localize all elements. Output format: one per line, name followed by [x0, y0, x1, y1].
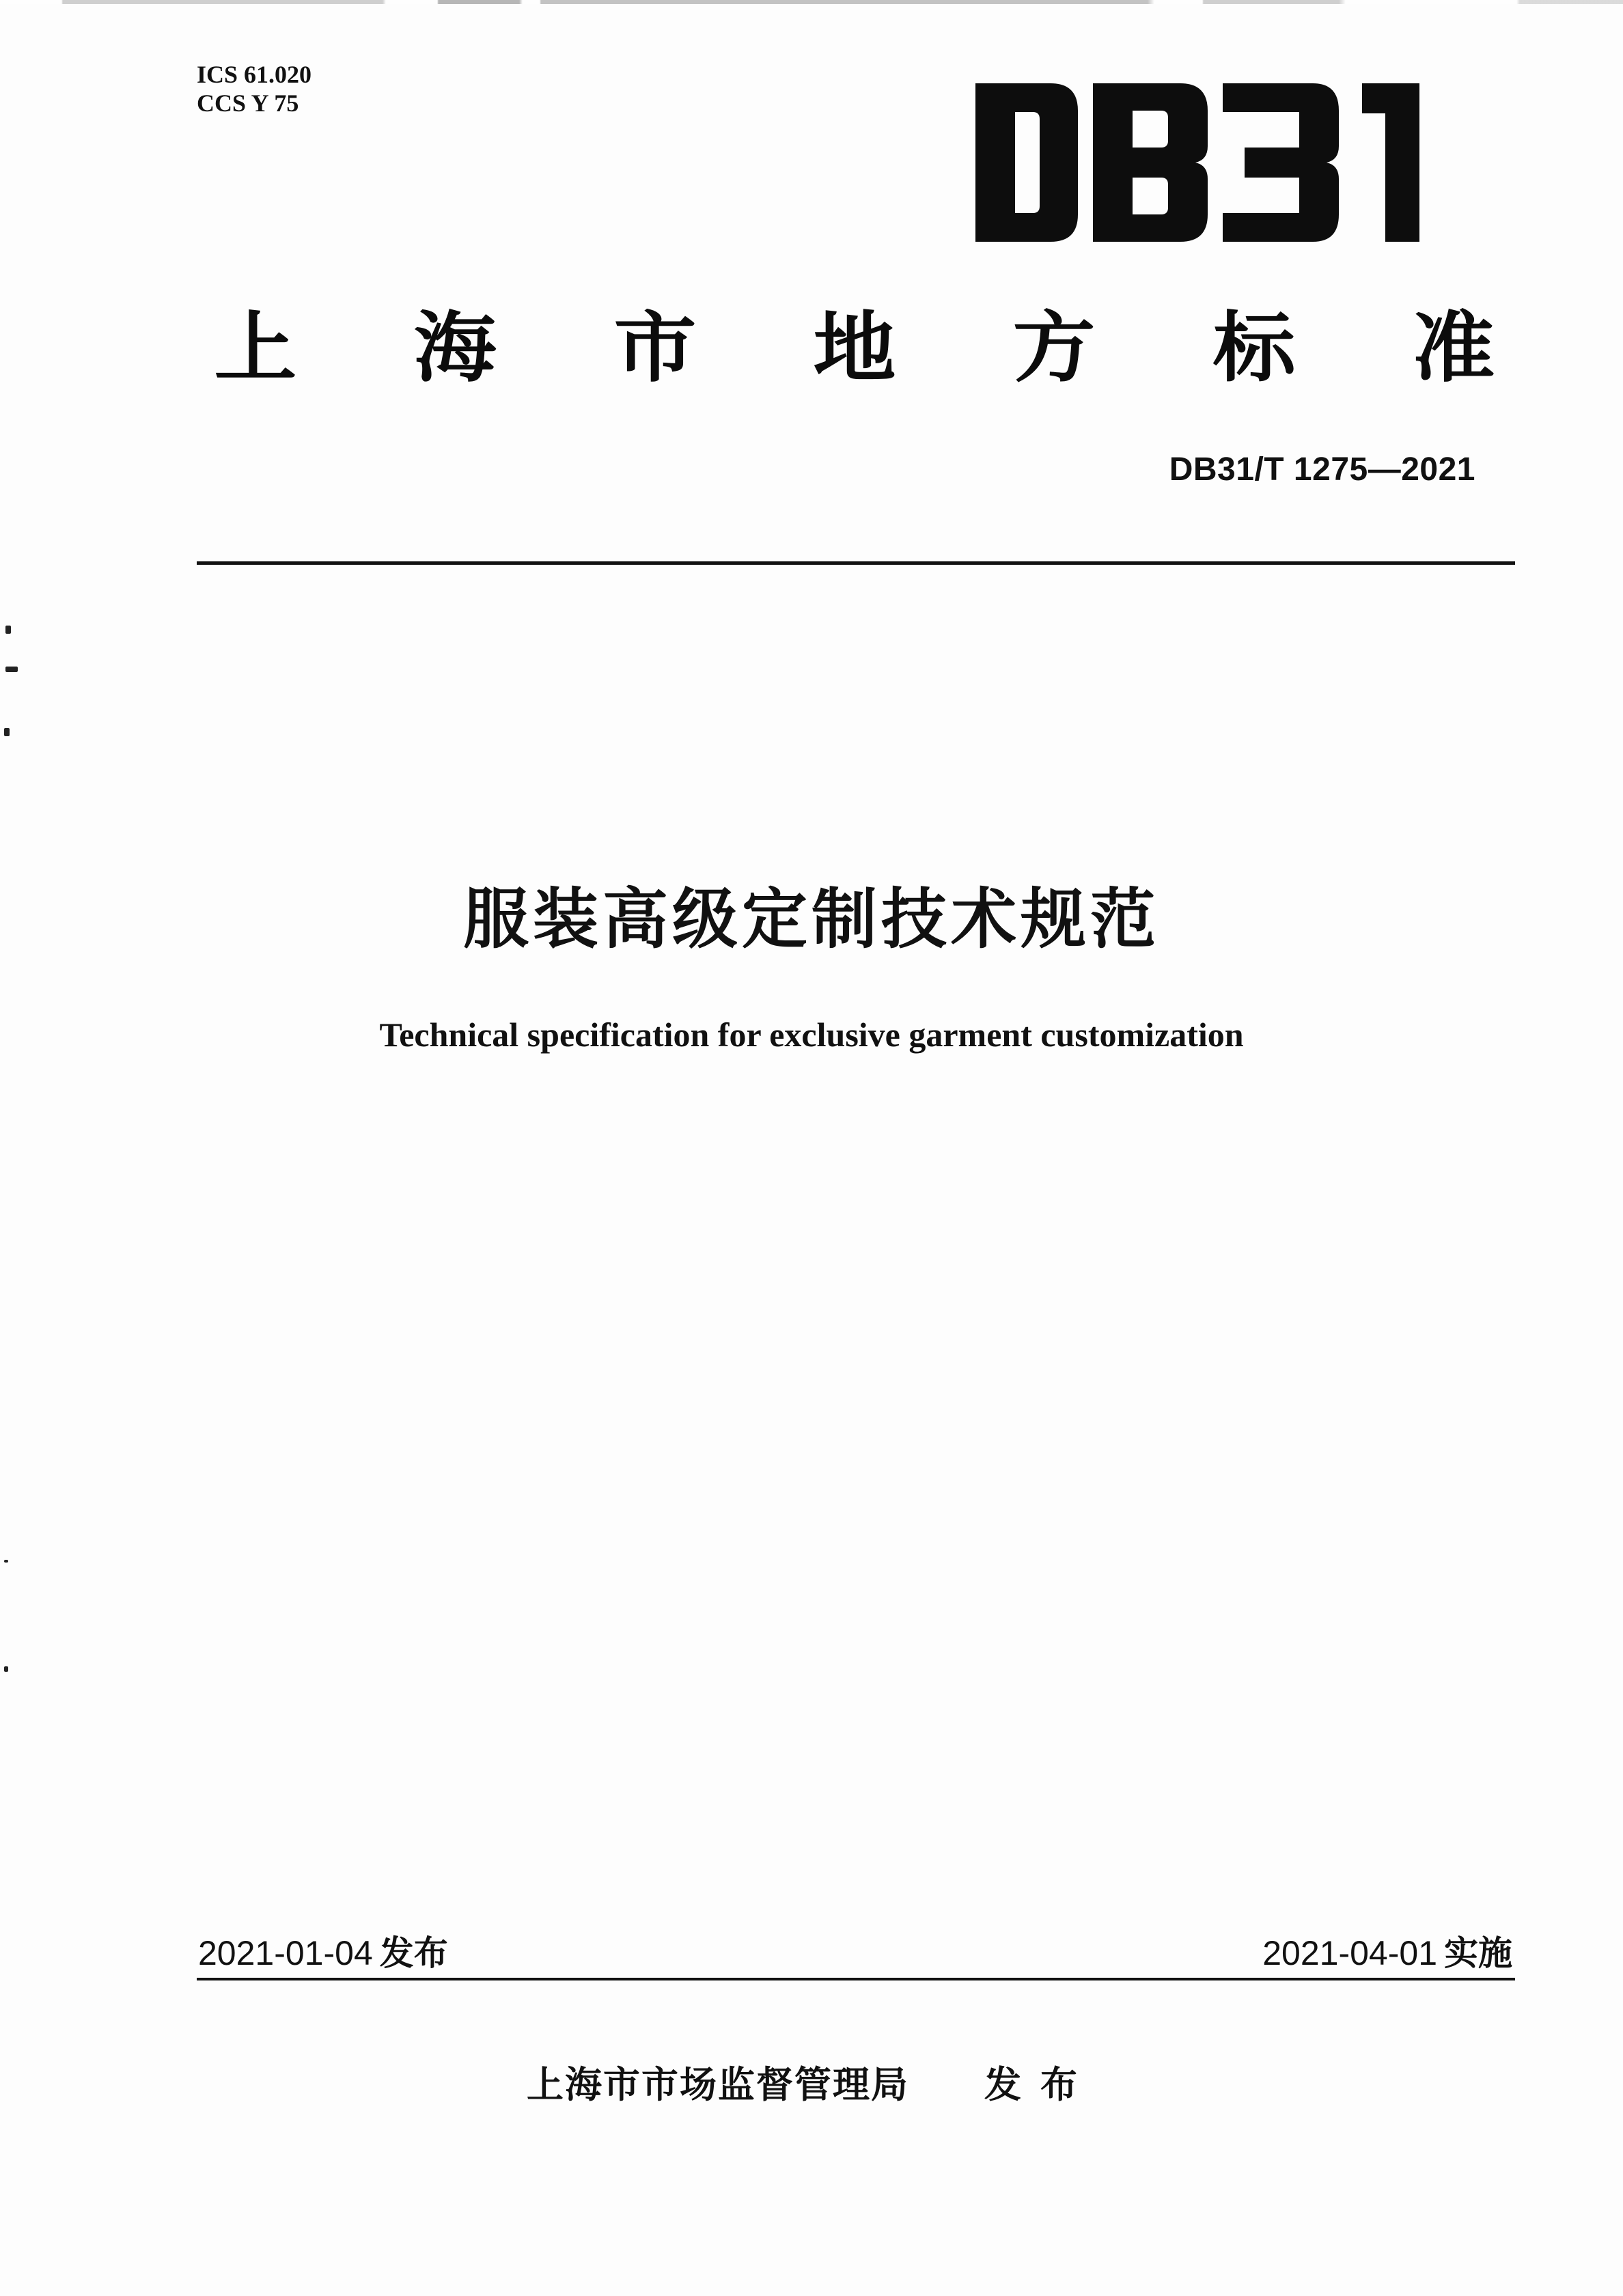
- document-title-chinese: 服装高级定制技术规范: [463, 881, 1160, 957]
- category-char: 上: [214, 303, 297, 393]
- issue-date-line: [198, 1926, 448, 1975]
- scan-artifact-mark: [4, 728, 10, 736]
- db31-logo: [975, 83, 1426, 242]
- category-char: 准: [1412, 303, 1495, 393]
- standard-code: DB31/T 1275—2021: [1169, 451, 1475, 488]
- scan-artifact-mark: [4, 1666, 8, 1672]
- issue-label: 发布: [379, 1933, 448, 1973]
- category-char: 方: [1012, 303, 1096, 393]
- category-char: 海: [413, 303, 497, 393]
- header-divider: [197, 561, 1515, 565]
- implementation-date: 2021-04-01: [1262, 1934, 1437, 1972]
- standard-category-title: [214, 294, 1495, 393]
- implementation-date-line: [1262, 1926, 1512, 1975]
- ccs-code: CCS Y 75: [197, 89, 299, 117]
- scan-artifact-mark: [4, 1560, 8, 1563]
- classification-codes: [197, 60, 311, 117]
- footer-divider: [197, 1978, 1515, 1980]
- publisher-name: 上海市市场监督管理局: [527, 2063, 909, 2106]
- ics-code: ICS 61.020: [197, 61, 312, 88]
- document-title-english: Technical specification for exclusive garment customization: [379, 1016, 1244, 1054]
- publisher-action: 发布: [984, 2063, 1096, 2106]
- scan-artifact-mark: [5, 626, 11, 634]
- category-char: 地: [813, 303, 896, 393]
- implementation-label: 实施: [1444, 1933, 1512, 1973]
- category-char: 市: [613, 303, 697, 393]
- scan-artifact-mark: [5, 667, 18, 672]
- scan-artifact-top: [0, 0, 1623, 4]
- issue-date: 2021-01-04: [198, 1934, 373, 1972]
- publisher-line: [0, 2056, 1623, 2108]
- category-char: 标: [1212, 303, 1296, 393]
